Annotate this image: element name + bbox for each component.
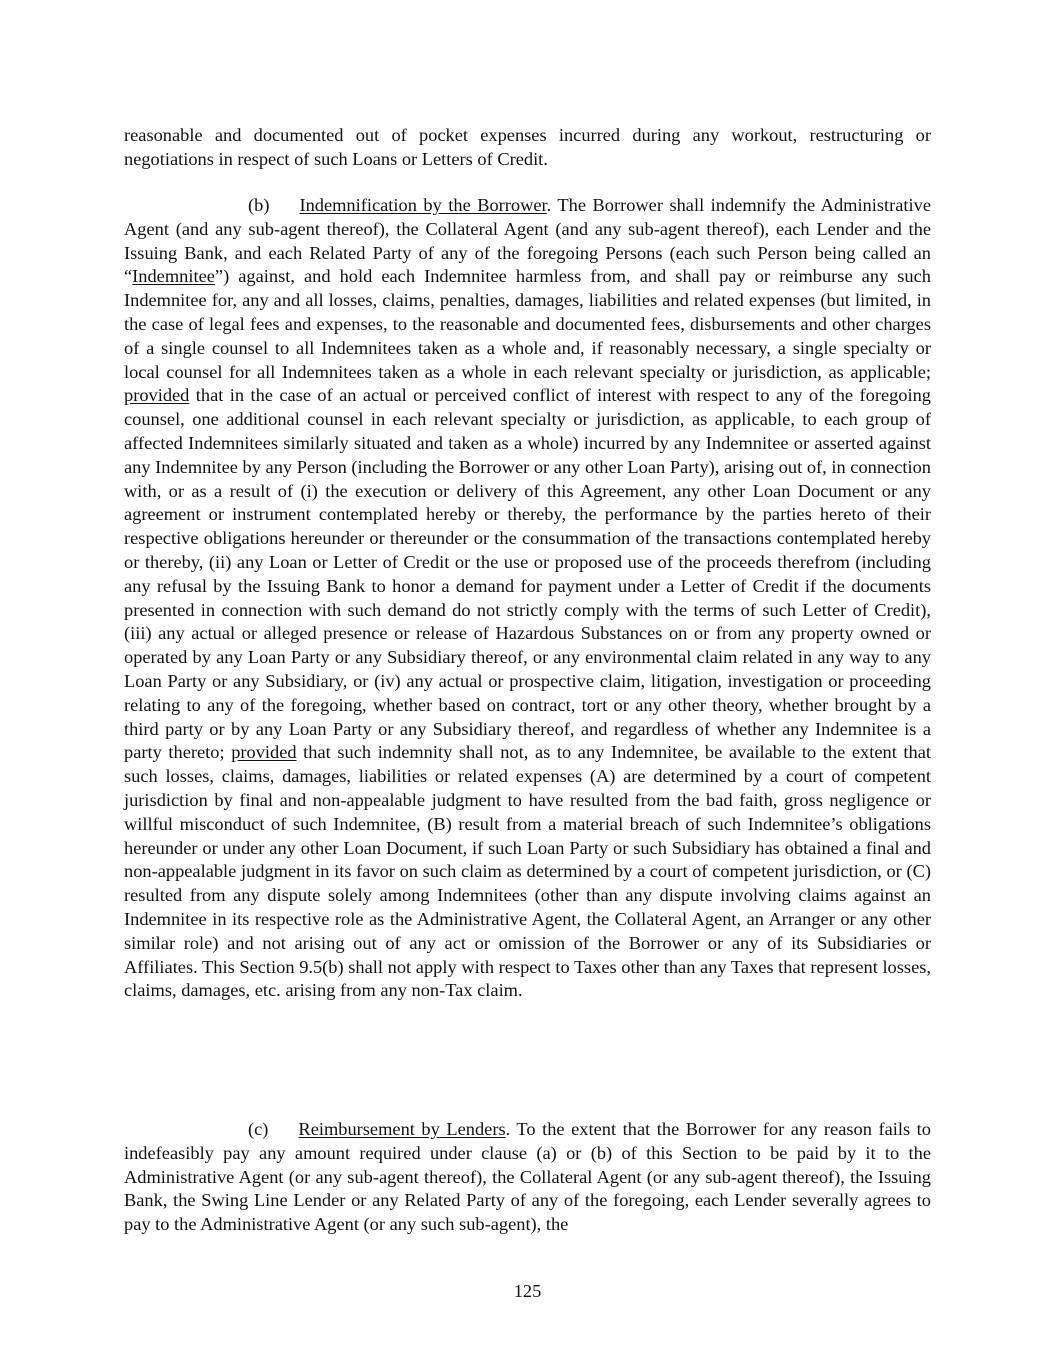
paragraph-b-label: (b) — [248, 195, 270, 215]
paragraph-b-text-3: that in the case of an actual or perceived conflict of interest with respect to any of the foregoing counsel, one additional counsel in each relevant specialty or jurisdiction, as applicable, to each group of affected Indemnitees similarly situated and taken as a whole) incurred by any Indemnitee or asserted against any Indemnitee by any Person (including the Borrower or any other Loan Party), arising out of, in connection with, or as a result of (i) the execution or delivery of this Agreement, any other Loan Document or any agreement or instrument contemplated hereby or thereby, the performance by the parties hereto of their respective obligations hereunder or thereunder or the consummation of the transactions contemplated hereby or thereby, (ii) any Loan or Letter of Credit or the use or proposed use of the proceeds therefrom (including any refusal by the Issuing Bank to honor a demand for payment under a Letter of Credit if the documents presented in connection with such demand do not strictly comply with the terms of such Letter of Credit), (iii) any actual or alleged presence or release of Hazardous Substances on or from any property owned or operated by any Loan Party or any Subsidiary thereof, or any environmental claim related in any way to any Loan Party or any Subsidiary, or (iv) any actual or prospective claim, litigation, investigation or proceeding relating to any of the foregoing, whether based on contract, tort or any other theory, whether brought by a third party or by any Loan Party or any Subsidiary thereof, and regardless of whether any Indemnitee is a party thereto; — [124, 385, 931, 763]
paragraph-c-text: . To the extent that the Borrower for any reason fails to indefeasibly pay any amount required under clause (a) or (b) of this Section to be paid by it to the Administrative Agent (or any sub-agent thereof), the Collateral Agent (or any sub-agent thereof), the Issuing Bank, the Swing Line Lender or any Related Party of any of the foregoing, each Lender severally agrees to pay to the Administrative Agent (or any such sub-agent), the — [124, 1119, 931, 1235]
paragraph-b-text-2: ”) against, and hold each Indemnitee harmless from, and shall pay or reimburse any such Indemnitee for, any and all losses, claims, penalties, damages, liabilities and related expenses (but limited, in the case of legal fees and expenses, to the reasonable and documented fees, disbursements and other charges of a single counsel to all Indemnitees taken as a whole and, if reasonably necessary, a single specialty or local counsel for all Indemnitees taken as a whole in each relevant specialty or jurisdiction, as applicable; — [124, 266, 931, 382]
paragraph-b-text-1: . The Borrower shall indemnify the Administrative Agent (and any sub-agent thereof), the Collateral Agent (and any sub-agent thereof), each Lender and the Issuing Bank, and each Related Party of any of the foregoing Persons (each such Person being called an “ — [124, 195, 931, 287]
paragraph-continued-text: reasonable and documented out of pocket expenses incurred during any workout, restructuring or negotiations in respect of such Loans or Letters of Credit. — [124, 125, 931, 169]
proviso-2: provided — [231, 742, 297, 763]
paragraph-b — [124, 194, 931, 1003]
paragraph-continued — [124, 124, 931, 172]
paragraph-b-text-4: that such indemnity shall not, as to any Indemnitee, be available to the extent that such losses, claims, damages, liabilities or related expenses (A) are determined by a court of competent jurisdiction by final and non-appealable judgment to have resulted from the bad faith, gross negligence or willful misconduct of such Indemnitee, (B) result from a material breach of such Indemnitee’s obligations hereunder or under any other Loan Document, if such Loan Party or such Subsidiary has obtained a final and non-appealable judgment in its favor on such claim as determined by a court of competent jurisdiction, or (C) resulted from any dispute solely among Indemnitees (other than any dispute involving claims against an Indemnitee in its respective role as the Administrative Agent, the Collateral Agent, an Arranger or any other similar role) and not arising out of any act or omission of the Borrower or any of its Subsidiaries or Affiliates. This Section 9.5(b) shall not apply with respect to Taxes other than any Taxes that represent losses, claims, damages, etc. arising from any non-Tax claim. — [124, 742, 931, 1001]
paragraph-c-heading: Reimbursement by Lenders — [298, 1119, 506, 1139]
proviso-1: provided — [124, 385, 190, 406]
defined-term-indemnitee: Indemnitee — [132, 266, 215, 287]
paragraph-c — [124, 1118, 931, 1237]
paragraph-b-heading: Indemnification by the Borrower — [299, 195, 547, 215]
page-number: 125 — [513, 1281, 542, 1301]
paragraph-c-label: (c) — [248, 1119, 269, 1139]
